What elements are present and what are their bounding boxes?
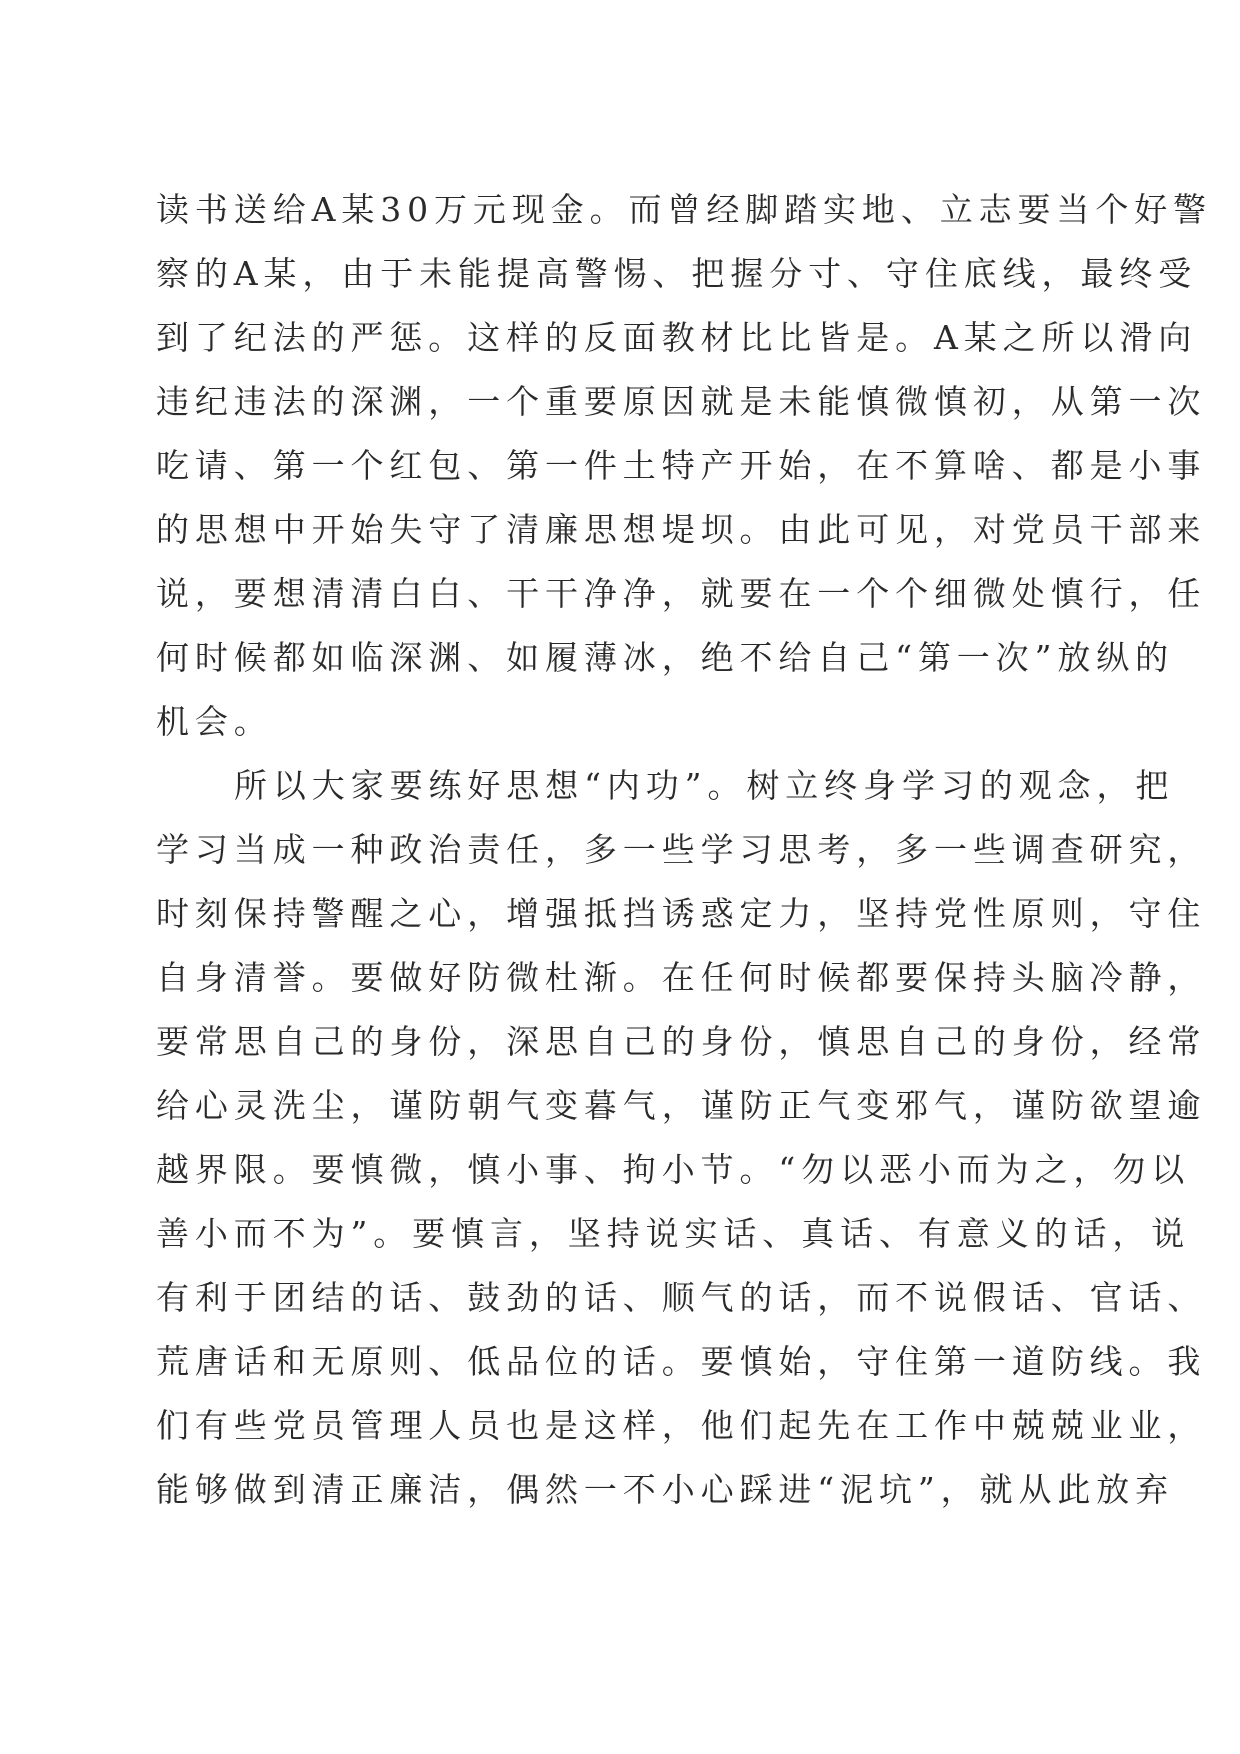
paragraph-2 xyxy=(156,754,1207,1522)
text-line: 给心灵洗尘，谨防朝气变暮气，谨防正气变邪气，谨防欲望逾 xyxy=(156,1086,1207,1125)
text-line: 到了纪法的严惩。这样的反面教材比比皆是。A某之所以滑向 xyxy=(156,318,1198,357)
text-line: 善小而不为”。要慎言，坚持说实话、真话、有意义的话，说 xyxy=(156,1214,1191,1253)
text-line: 察的A某，由于未能提高警惕、把握分寸、守住底线，最终受 xyxy=(156,254,1198,293)
text-line: 何时候都如临深渊、如履薄冰，绝不给自己“第一次”放纵的 xyxy=(156,638,1175,677)
text-line: 所以大家要练好思想“内功”。树立终身学习的观念，把 xyxy=(234,766,1175,805)
text-line: 有利于团结的话、鼓劲的话、顺气的话，而不说假话、官话、 xyxy=(156,1278,1207,1317)
text-line: 时刻保持警醒之心，增强抵挡诱惑定力，坚持党性原则，守住 xyxy=(156,894,1207,933)
text-line: 能够做到清正廉洁，偶然一不小心踩进“泥坑”，就从此放弃 xyxy=(156,1470,1175,1509)
text-line: 机会。 xyxy=(156,702,273,741)
text-line: 自身清誉。要做好防微杜渐。在任何时候都要保持头脑冷静， xyxy=(156,958,1207,997)
text-line: 的思想中开始失守了清廉思想堤坝。由此可见，对党员干部来 xyxy=(156,510,1207,549)
text-line: 违纪违法的深渊，一个重要原因就是未能慎微慎初，从第一次 xyxy=(156,382,1207,421)
body-text xyxy=(156,178,1213,1522)
text-line: 们有些党员管理人员也是这样，他们起先在工作中兢兢业业， xyxy=(156,1406,1207,1445)
text-line: 吃请、第一个红包、第一件土特产开始，在不算啥、都是小事 xyxy=(156,446,1207,485)
text-line: 说，要想清清白白、干干净净，就要在一个个细微处慎行，任 xyxy=(156,574,1207,613)
paragraph-1 xyxy=(156,178,1213,754)
text-line: 学习当成一种政治责任，多一些学习思考，多一些调查研究， xyxy=(156,830,1207,869)
text-line: 读书送给A某30万元现金。而曾经脚踏实地、立志要当个好警 xyxy=(156,190,1213,229)
text-line: 越界限。要慎微，慎小事、拘小节。“勿以恶小而为之，勿以 xyxy=(156,1150,1191,1189)
text-line: 荒唐话和无原则、低品位的话。要慎始，守住第一道防线。我 xyxy=(156,1342,1207,1381)
text-line: 要常思自己的身份，深思自己的身份，慎思自己的身份，经常 xyxy=(156,1022,1207,1061)
